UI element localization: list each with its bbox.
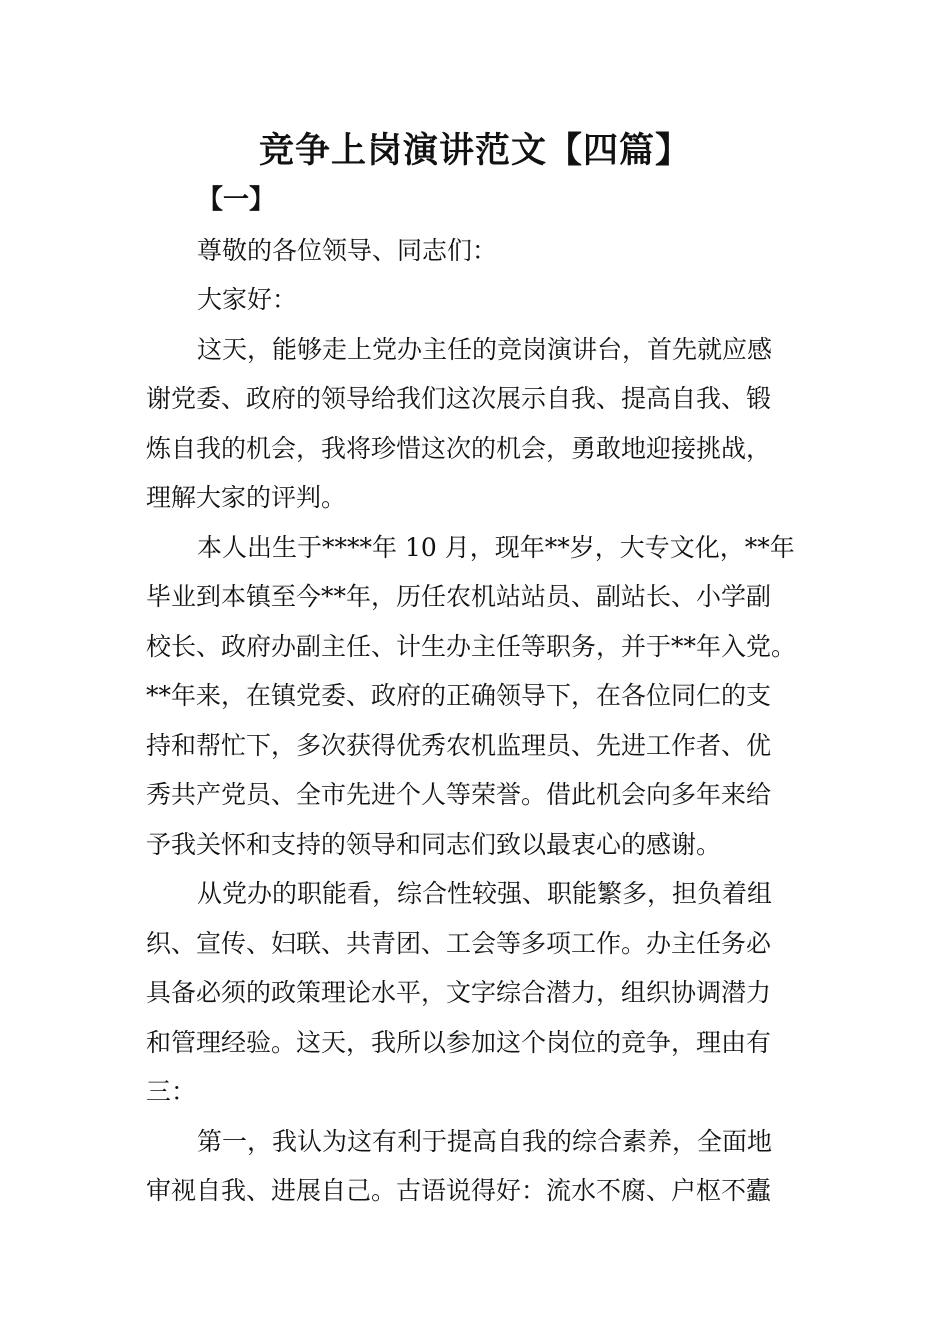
text-line: 具备必须的政策理论水平，文字综合潜力，组织协调潜力: [146, 978, 772, 1007]
text-line: 织、宣传、妇联、共青团、工会等多项工作。办主任务必: [146, 929, 772, 958]
section-label: 【一】: [197, 185, 276, 215]
text-line: 毕业到本镇至今**年，历任农机站站员、副站长、小学副: [146, 582, 772, 611]
text-line: 尊敬的各位领导、同志们：: [197, 236, 498, 265]
text-line: 本人出生于****年 10 月，现年**岁，大专文化，**年: [197, 533, 795, 562]
text-line: 持和帮忙下，多次获得优秀农机监理员、先进工作者、优: [146, 731, 772, 760]
text-line: 从党办的职能看，综合性较强、职能繁多，担负着组: [197, 879, 773, 908]
text-line: 炼自我的机会，我将珍惜这次的机会，勇敢地迎接挑战，: [146, 434, 772, 463]
text-line: 大家好：: [197, 285, 298, 314]
text-line: 和管理经验。这天，我所以参加这个岗位的竞争，理由有: [146, 1028, 772, 1057]
document-title: 竞争上岗演讲范文【四篇】: [258, 131, 691, 171]
text-line: **年来，在镇党委、政府的正确领导下，在各位同仁的支: [146, 681, 772, 710]
text-line: 第一，我认为这有利于提高自我的综合素养，全面地: [197, 1127, 773, 1156]
text-line: 审视自我、进展自己。古语说得好：流水不腐、户枢不蠹: [146, 1176, 772, 1205]
text-line: 谢党委、政府的领导给我们这次展示自我、提高自我、锻: [146, 384, 772, 413]
text-line: 校长、政府办副主任、计生办主任等职务，并于**年入党。: [146, 632, 797, 661]
text-line: 秀共产党员、全市先进个人等荣誉。借此机会向多年来给: [146, 780, 772, 809]
text-line: 三：: [146, 1077, 197, 1106]
text-line: 予我关怀和支持的领导和同志们致以最衷心的感谢。: [146, 830, 722, 859]
text-line: 理解大家的评判。: [146, 483, 347, 512]
text-line: 这天，能够走上党办主任的竞岗演讲台，首先就应感: [197, 335, 773, 364]
